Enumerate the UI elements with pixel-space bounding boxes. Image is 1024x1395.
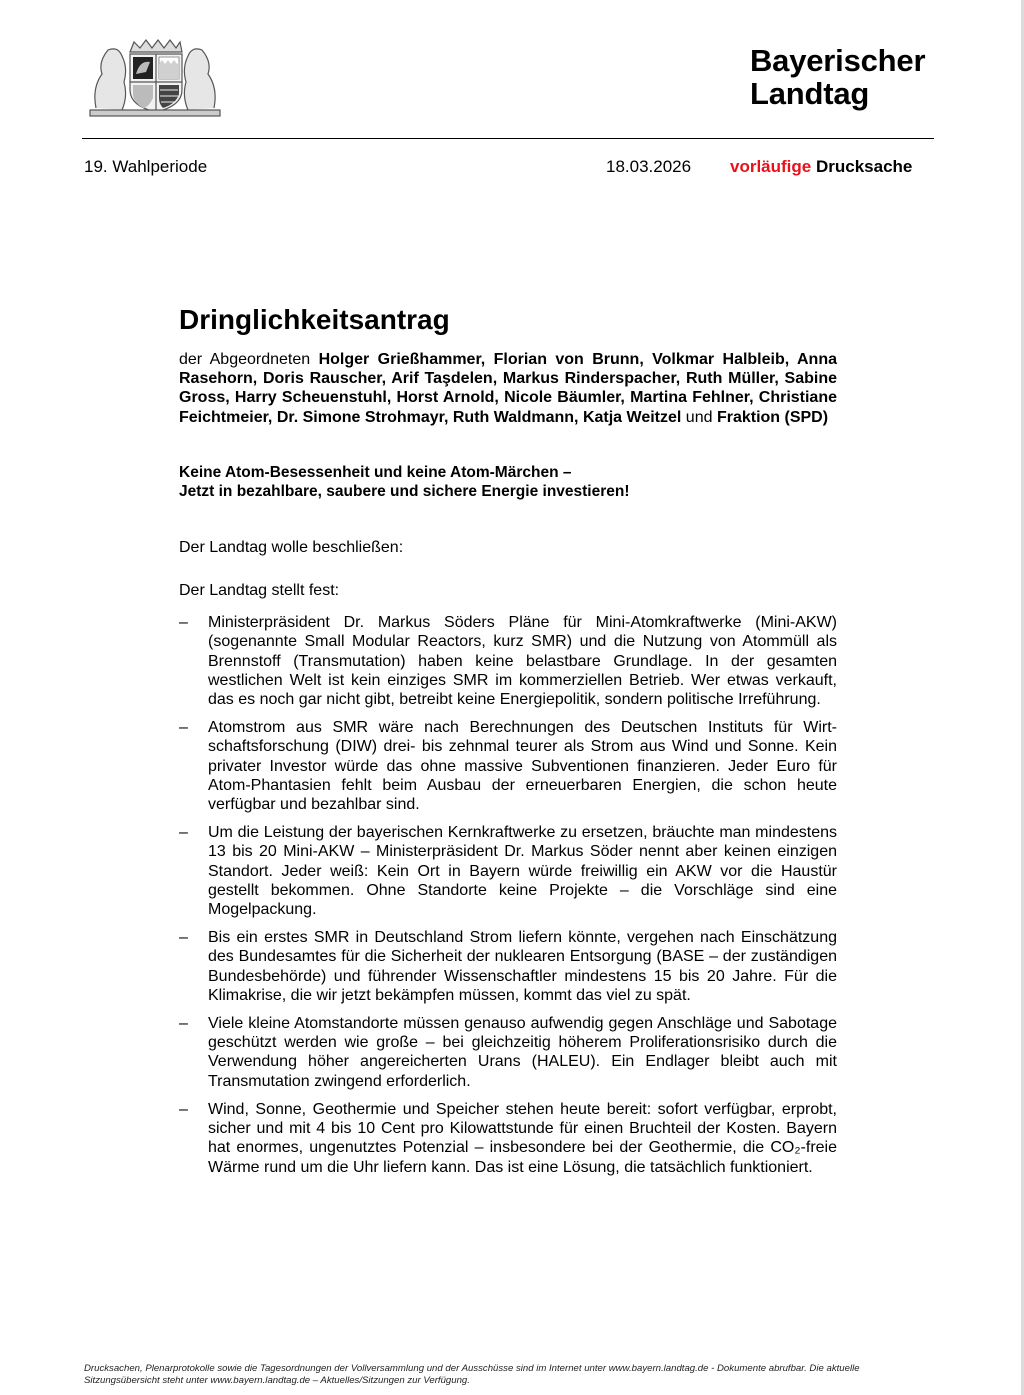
finding-text: Bis ein erstes SMR in Deutschland Strom liefern könnte, vergehen nach Einschätzung des Bundesamtes für die Sicherheit der nuklearen Entsorgung (BASE – der zuständigen Bundesbehörde) und führender Wissenschaftler mindestens 15 bis 20 Jahre. Für die Klimakrise, die wir jetzt bekämpfen müssen, kommt das viel zu spät. [208,929,837,1004]
finding-text: Atomstrom aus SMR wäre nach Berechnungen des Deutschen Instituts für Wirtschaftsforschung (DIW) drei- bis zehnmal teurer als Strom aus Wind und Sonne. Kein privater Investor würde das ohne massive Subventionen finanzieren. Jeder Euro für Atom-Phantasien fehlt beim Ausbau der erneuerbaren Energien, die schon heute verfügbar und bezahlbar sind. [208,719,837,814]
brand-line-1: Bayerischer [750,43,926,78]
motion-subject [179,463,837,502]
resolution-intro: Der Landtag wolle beschließen: [179,538,404,556]
findings-list [179,613,837,1176]
document-status [730,157,912,177]
finding-item [179,823,837,919]
status-suffix: Drucksache [811,157,913,176]
dash-bullet-icon: – [179,614,188,632]
finding-item [179,1014,837,1091]
brand-wordmark [750,44,925,110]
document-type-title: Dringlichkeitsantrag [179,304,450,335]
findings-intro: Der Landtag stellt fest: [179,582,340,600]
dash-bullet-icon: – [179,824,188,842]
footer-line-2: Sitzungsübersicht steht unter www.bayern.landtag.de – Aktuelles/Sitzungen zur Verfügung. [84,1374,470,1386]
authors-names: Holger Grießhammer, Florian von Brunn, Volkmar Halbleib, Anna Rasehorn, Doris Rauscher, Arif Taşdelen, Markus Rinderspacher, Ruth Müller, Sabine Gross, Harry Scheuenstuhl, Horst Arnold, Nicole Bäumler, Martina Fehlner, Christiane Feichtmeier, Dr. Simone Strohmayr, Ruth Waldmann, Katja Weitzel [179,351,837,426]
finding-text: Viele kleine Atomstandorte müssen genauso aufwendig gegen Anschläge und Sabotage geschützt werden wie große – bei gleichzeitig höherem Proliferationsrisiko durch die Verwendung höher angereicherten Urans (HALEU). Ein Endlager bleibt auch mit Transmutation zwingend erforderlich. [208,1015,837,1090]
finding-item [179,718,837,814]
subject-line-1: Keine Atom-Besessenheit und keine Atom-Märchen – [179,463,572,481]
dash-bullet-icon: – [179,1015,188,1033]
authors-join: und [681,408,717,426]
header-divider [82,138,934,139]
brand-line-2: Landtag [750,76,870,111]
legislative-period: 19. Wahlperiode [84,157,208,176]
dash-bullet-icon: – [179,1100,188,1118]
finding-text: Wind, Sonne, Geothermie und Speicher stehen heute bereit: sofort verfügbar, erprobt, sicher und mit 4 bis 10 Cent pro Kilowattstunde für einen Bruchteil der Kosten. Bayern hat enormes, ungenutztes Potenzial – insbesondere bei der Geothermie, die CO₂-freie Wärme rund um die Uhr liefern kann. Das ist eine Lösung, die tatsächlich funktioniert. [208,1100,837,1176]
dash-bullet-icon: – [179,719,188,737]
document-date: 18.03.2026 [606,157,692,176]
authors-block [179,350,837,427]
bavarian-coat-of-arms-icon [88,38,222,118]
finding-item [179,613,837,709]
dash-bullet-icon: – [179,929,188,947]
subject-line-2: Jetzt in bezahlbare, saubere und sichere Energie investieren! [179,483,630,501]
finding-item [179,928,837,1005]
footer-line-1: Drucksachen, Plenarprotokolle sowie die Tagesordnungen der Vollversammlung und der Ausschüsse sind im Internet unter www.bayern.landtag.de - Dokumente abrufbar. Die aktuelle [84,1363,860,1374]
authors-intro: der Abgeordneten [179,351,319,368]
finding-item [179,1100,837,1177]
finding-text: Um die Leistung der bayerischen Kernkraftwerke zu ersetzen, bräuchte man mindestens 13 bis 20 Mini-AKW – Ministerpräsident Dr. Markus Söder nennt aber keinen einzigen Standort. Jeder weiß: Kein Ort in Bayern würde freiwillig ein AKW vor die Haustür gestellt bekommen. Ohne Standorte keine Projekte – die Vorschläge sind eine Mogelpackung. [208,824,837,919]
document-body [179,302,837,1186]
faction-name: Fraktion (SPD) [716,408,829,426]
page-footer [84,1363,964,1386]
finding-text: Ministerpräsident Dr. Markus Söders Pläne für Mini-Atomkraftwerke (Mini-AKW) (sogenannte Small Modular Reactors, kurz SMR) und die Nutzung von Atommüll als Brennstoff (Transmutation) haben keine belastbare Grundlage. In der gesamten westlichen Welt ist kein einziges SMR im kommerziellen Betrieb. Wer etwas verkauft, das es noch gar nicht gibt, betreibt keine Energiepolitik, sondern politische Irreführung. [208,614,837,709]
status-prefix: vorläufige [730,157,812,176]
